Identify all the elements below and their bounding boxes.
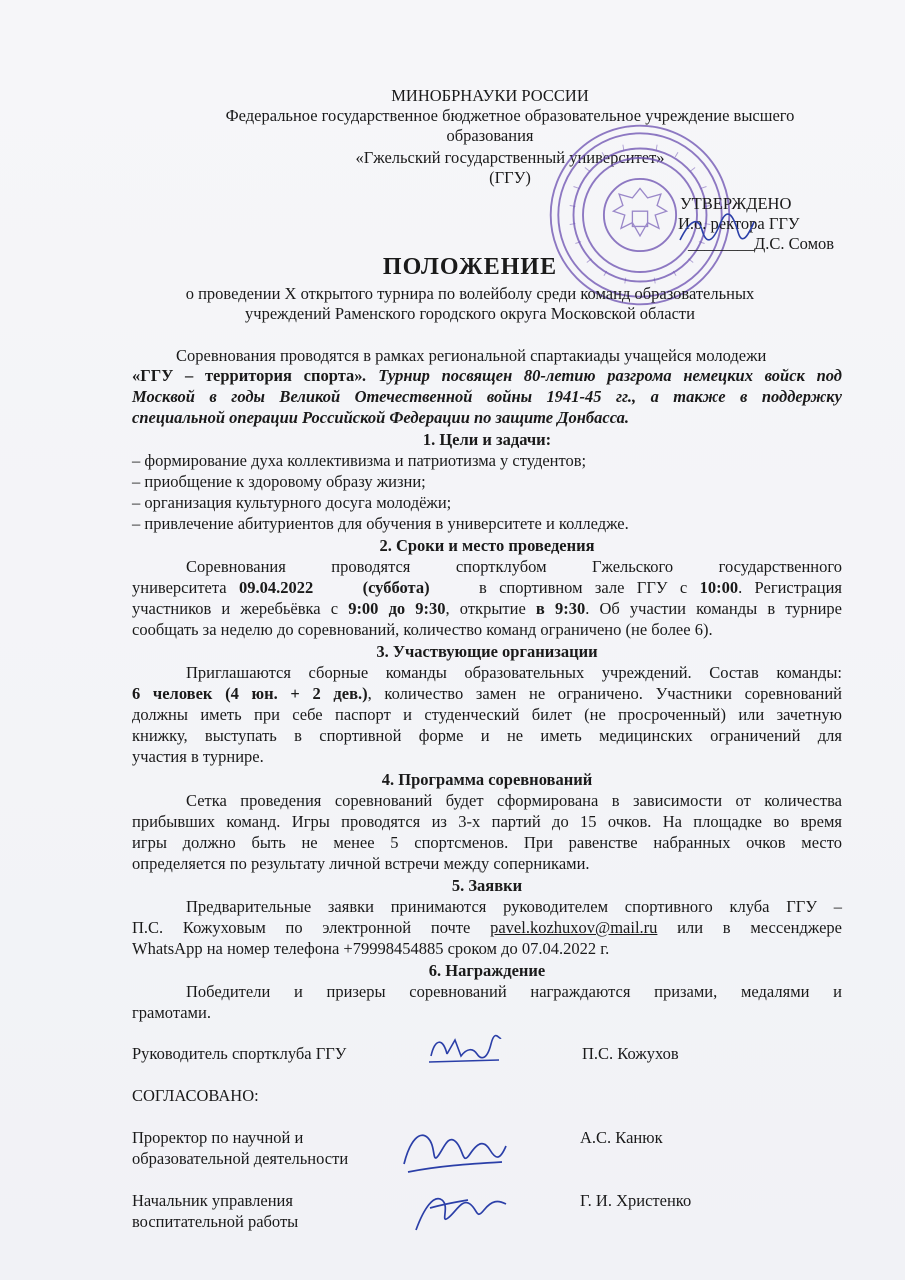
section-program-heading: 4. Программа соревнований xyxy=(381,770,593,789)
awards-line1: Победители и призеры соревнований награждаются призами, медалями и xyxy=(186,982,842,1001)
awards-line2: грамотами. xyxy=(132,1003,211,1022)
applications-line1: Предварительные заявки принимаются руководителем спортивного клуба ГГУ – xyxy=(186,897,842,916)
rector-signature-icon xyxy=(676,210,756,250)
subtitle-line2: учреждений Раменского городского округа Московской области xyxy=(245,304,695,323)
section-applications-heading: 5. Заявки xyxy=(451,876,523,895)
institution-line2: образования xyxy=(446,126,534,145)
participants-line4: книжку, выступать в спортивной форме и не иметь медицинских ограничений для xyxy=(132,726,842,745)
participants-line1: Приглашаются сборные команды образовательных учреждений. Состав команды: xyxy=(186,663,842,682)
approved-label: УТВЕРЖДЕНО xyxy=(680,194,792,213)
applications-line2: П.С. Кожуховым по электронной почте pavel.kozhuxov@mail.ru или в мессенджере xyxy=(132,918,842,937)
goal-item: – привлечение абитуриентов для обучения в университете и колледже. xyxy=(132,514,629,533)
email-link[interactable]: pavel.kozhuxov@mail.ru xyxy=(490,918,658,937)
section-awards-heading: 6. Награждение xyxy=(428,961,546,980)
goal-item: – приобщение к здоровому образу жизни; xyxy=(132,472,426,491)
prorector-name: А.С. Канюк xyxy=(580,1128,663,1147)
approver-position: И.о. ректора ГГУ xyxy=(678,214,800,233)
applications-line3: WhatsApp на номер телефона +79998454885 сроком до 07.04.2022 г. xyxy=(132,939,610,958)
approver-signature-line: ________Д.С. Сомов xyxy=(688,234,835,253)
chief-signature-icon xyxy=(410,1180,510,1238)
university-abbr: (ГГУ) xyxy=(489,168,531,187)
chief-role-line1: Начальник управления xyxy=(132,1191,293,1210)
program-line2: прибывших команд. Игры проводятся из 3-х партий до 15 очков. На площадке во время xyxy=(132,812,842,831)
intro-line4: специальной операции Российской Федерации по защите Донбасса. xyxy=(132,408,629,427)
chief-role-line2: воспитательной работы xyxy=(132,1212,299,1231)
prorector-role-line2: образовательной деятельности xyxy=(132,1149,349,1168)
participants-line3: должны иметь при себе паспорт и студенческий билет (не просроченный) или зачетную xyxy=(132,705,842,724)
subtitle-line1: о проведении Х открытого турнира по волейболу среди команд образовательных xyxy=(185,284,755,303)
participants-line5: участия в турнире. xyxy=(132,747,264,766)
section-participants-heading: 3. Участвующие организации xyxy=(376,642,598,661)
prorector-role-line1: Проректор по научной и xyxy=(132,1128,304,1147)
head-signature-icon xyxy=(425,1030,505,1070)
institution-line1: Федеральное государственное бюджетное образовательное учреждение высшего xyxy=(225,106,795,125)
dates-line3: участников и жеребьёвка с 9:00 до 9:30, открытие в 9:30. Об участии команды в турнире xyxy=(132,599,842,618)
intro-line1: Соревнования проводятся в рамках региональной спартакиады учащейся молодежи xyxy=(176,346,767,365)
dates-line4: сообщать за неделю до соревнований, количество команд ограничено (не более 6). xyxy=(132,620,713,639)
intro-line3: Москвой в годы Великой Отечественной войны 1941-45 гг., а также в поддержку xyxy=(132,387,842,406)
participants-line2: 6 человек (4 юн. + 2 дев.), количество замен не ограничено. Участники соревнований xyxy=(132,684,842,703)
goal-item: – формирование духа коллективизма и патриотизма у студентов; xyxy=(132,451,587,470)
document-title: ПОЛОЖЕНИЕ xyxy=(382,254,558,280)
prorector-signature-icon xyxy=(398,1120,510,1180)
dates-line1: Соревнования проводятся спортклубом Гжельского государственного xyxy=(186,557,842,576)
program-line3: игры должно быть не менее 5 спортсменов. При равенстве набранных очков место xyxy=(132,833,842,852)
dates-line2: университета 09.04.2022 (суббота) в спортивном зале ГГУ с 10:00. Регистрация xyxy=(132,578,842,597)
agreed-label: СОГЛАСОВАНО: xyxy=(132,1086,259,1105)
university-name: «Гжельский государственный университет» xyxy=(355,148,665,167)
head-role: Руководитель спортклуба ГГУ xyxy=(132,1044,347,1063)
intro-line2: «ГГУ – территория спорта». Турнир посвящен 80-летию разгрома немецких войск под xyxy=(132,366,842,385)
program-line1: Сетка проведения соревнований будет сформирована в зависимости от количества xyxy=(186,791,842,810)
section-dates-heading: 2. Сроки и место проведения xyxy=(379,536,595,555)
program-line4: определяется по результату личной встречи между соперниками. xyxy=(132,854,590,873)
chief-name: Г. И. Христенко xyxy=(580,1191,692,1210)
head-name: П.С. Кожухов xyxy=(582,1044,679,1063)
goal-item: – организация культурного досуга молодёжи; xyxy=(132,493,452,512)
section-goals-heading: 1. Цели и задачи: xyxy=(422,430,552,449)
ministry: МИНОБРНАУКИ РОССИИ xyxy=(391,86,589,105)
